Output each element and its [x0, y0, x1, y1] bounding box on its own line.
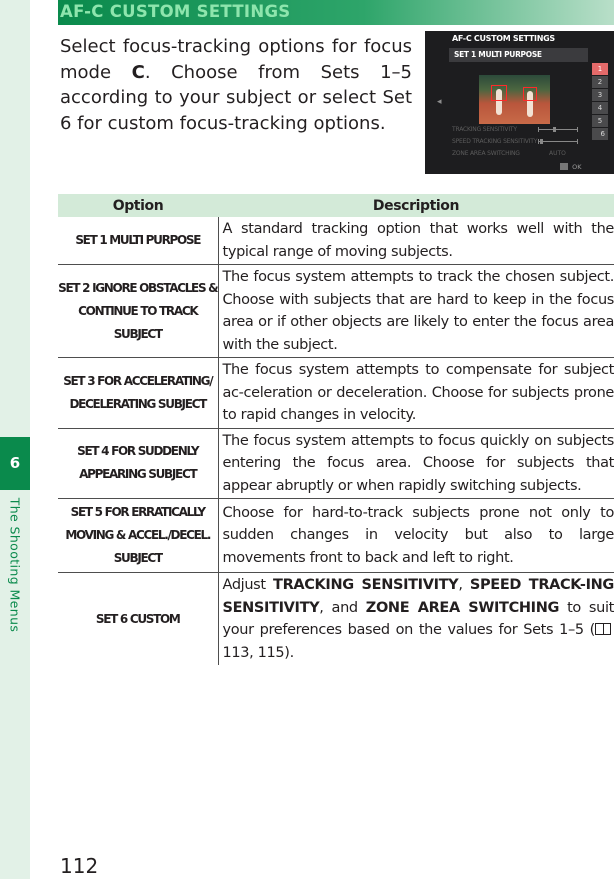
table-row — [58, 428, 614, 499]
page-reference-icon — [595, 623, 611, 635]
camera-set-item: 6 — [592, 128, 608, 140]
focus-mode-letter: C — [131, 61, 145, 83]
table-header-row — [58, 194, 614, 217]
chapter-number: 6 — [9, 454, 21, 472]
intro-text-1: Select focus-tracking options for focus mode — [60, 36, 412, 83]
page-number: 112 — [60, 854, 99, 878]
description-column-header: Description — [218, 194, 614, 217]
option-name: SET 3 FOR ACCELERATING/ DECELERATING SUBJECT — [58, 358, 218, 429]
camera-set-item: 4 — [592, 102, 608, 114]
camera-selected-set-bar — [449, 48, 588, 62]
focus-frame — [491, 85, 507, 101]
camera-row-zone: ZONE AREA SWITCHING — [452, 150, 520, 157]
option-description: Choose for hard-to-track subjects prone not only to sudden changes in velocity but also to large movements front to back and left to right. — [218, 499, 614, 573]
section-title: AF-C CUSTOM SETTINGS — [60, 2, 291, 21]
table-row — [58, 265, 614, 358]
table-row — [58, 217, 614, 265]
camera-set-item: 2 — [592, 76, 608, 88]
option-description: The focus system attempts to track the chosen subject. Choose with subjects that are hard to keep in the focus area or if other objects are likely to enter the focus area with the subject. — [218, 265, 614, 358]
desc-text: to suit your preferences based on the values for Sets 1–5 ( — [222, 599, 614, 638]
option-description: A standard tracking option that works well with the typical range of moving subjects. — [218, 217, 614, 265]
option-name: SET 2 IGNORE OBSTACLES & CONTINUE TO TRACK SUBJECT — [58, 265, 218, 358]
runners-photo — [479, 75, 550, 124]
table-row — [58, 573, 614, 666]
left-arrow-icon: ◂ — [437, 97, 442, 107]
camera-set-item: 1 — [592, 63, 608, 75]
option-column-header: Option — [58, 194, 218, 217]
slider-knob — [553, 127, 556, 132]
menu-key-icon — [560, 163, 568, 170]
camera-set-item: 5 — [592, 115, 608, 127]
camera-set-item: 3 — [592, 89, 608, 101]
desc-text: , and — [319, 599, 366, 616]
page-reference-link[interactable]: 113, 115 — [222, 644, 285, 661]
intro-paragraph — [60, 34, 412, 136]
option-name: SET 1 MULTI PURPOSE — [58, 217, 218, 265]
focus-frame — [523, 87, 537, 101]
menu-item-reference: SPEED TRACK-ING SENSITIVITY — [222, 577, 614, 616]
camera-menu-screenshot — [425, 31, 614, 174]
option-description — [218, 573, 614, 666]
table-row — [58, 499, 614, 573]
option-name: SET 5 FOR ERRATICALLY MOVING & ACCEL./DECEL. SUBJECT — [58, 499, 218, 573]
camera-menu-title: AF-C CUSTOM SETTINGS — [452, 34, 555, 43]
slider-knob — [540, 139, 543, 144]
ok-label: OK — [572, 163, 582, 171]
camera-set-list — [592, 63, 608, 141]
menu-item-reference: ZONE AREA SWITCHING — [365, 599, 560, 616]
menu-item-reference: TRACKING SENSITIVITY — [273, 577, 459, 593]
option-description: The focus system attempts to compensate for subject ac-celeration or deceleration. Choose for subjects prone to rapid changes in velocity. — [218, 358, 614, 429]
camera-row-speed: SPEED TRACKING SENSITIVITY — [452, 138, 538, 145]
camera-selected-set: SET 1 MULTI PURPOSE — [454, 50, 542, 59]
camera-row-tracking: TRACKING SENSITIVITY — [452, 126, 517, 133]
table-row — [58, 358, 614, 429]
option-description: The focus system attempts to focus quickly on subjects entering the focus area. Choose for subjects that appear abruptly or when rapidly switching subjects. — [218, 428, 614, 499]
tracking-slider — [538, 127, 578, 132]
speed-slider — [538, 139, 578, 144]
intro-text-2: . Choose from Sets 1–5 according to your subject or select Set 6 for custom focus-tracking options. — [60, 61, 412, 134]
desc-text: Adjust — [222, 577, 274, 593]
options-table — [58, 194, 614, 665]
option-name: SET 6 CUSTOM — [95, 611, 180, 626]
desc-text: ). — [284, 644, 294, 661]
option-name: SET 4 FOR SUDDENLY APPEARING SUBJECT — [58, 428, 218, 499]
camera-footer — [560, 163, 581, 171]
desc-text: , — [458, 577, 470, 593]
camera-zone-value: AUTO — [549, 150, 566, 157]
chapter-label: The Shooting Menus — [7, 497, 23, 633]
